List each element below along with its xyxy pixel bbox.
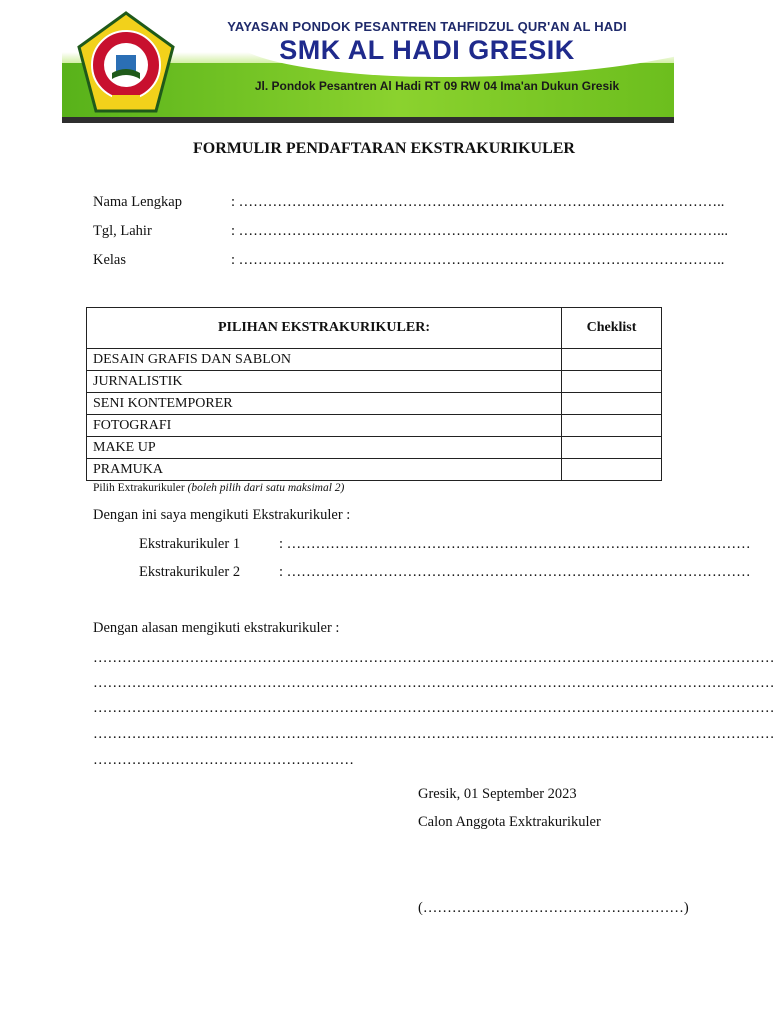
signature-place-date: Gresik, 01 September 2023	[418, 786, 577, 802]
checklist-cell[interactable]	[562, 437, 662, 459]
table-row	[87, 459, 662, 481]
reason-line-3[interactable]: ……………………………………………………………………………………………………………………………	[93, 700, 775, 716]
school-address: Jl. Pondok Pesantren Al Hadi RT 09 RW 04 Ima'an Dukun Gresik	[254, 79, 620, 93]
field-label-name: Nama Lengkap	[93, 194, 182, 210]
checklist-cell[interactable]	[562, 371, 662, 393]
letterhead-banner	[62, 5, 674, 123]
signature-name-line[interactable]: (………………………………………………)	[418, 900, 689, 916]
table-row	[87, 437, 662, 459]
table-cell-choice: PRAMUKA	[87, 459, 562, 481]
checklist-cell[interactable]	[562, 415, 662, 437]
selection-line-2[interactable]: : ……………………………………………………………………………………	[279, 564, 751, 580]
table-cell-choice: JURNALISTIK	[87, 371, 562, 393]
field-birthdate-line[interactable]: : ………………………………………………………………………………………...	[231, 223, 729, 239]
table-row	[87, 349, 662, 371]
table-note	[93, 482, 344, 494]
reason-line-5[interactable]: ………………………………………………	[93, 752, 354, 768]
selection-intro: Dengan ini saya mengikuti Ekstrakurikuler :	[93, 507, 351, 523]
table-cell-choice: MAKE UP	[87, 437, 562, 459]
table-row	[87, 371, 662, 393]
table-header-choice: PILIHAN EKSTRAKURIKULER:	[87, 308, 562, 349]
signature-role: Calon Anggota Exktrakurikuler	[418, 814, 601, 830]
field-name-line[interactable]: : ………………………………………………………………………………………..	[231, 194, 725, 210]
table-note-italic: (boleh pilih dari satu maksimal 2)	[187, 482, 345, 494]
table-note-plain: Pilih Extrakurikuler	[93, 482, 188, 494]
reason-intro: Dengan alasan mengikuti ekstrakurikuler :	[93, 620, 340, 636]
school-logo-icon	[76, 11, 176, 115]
table-row	[87, 393, 662, 415]
selection-label-2: Ekstrakurikuler 2	[139, 564, 241, 580]
table-header-checklist: Cheklist	[562, 308, 662, 349]
table-cell-choice: FOTOGRAFI	[87, 415, 562, 437]
field-class-line[interactable]: : ………………………………………………………………………………………..	[231, 252, 725, 268]
reason-line-4[interactable]: ……………………………………………………………………………………………………………………………	[93, 726, 775, 742]
selection-label-1: Ekstrakurikuler 1	[139, 536, 241, 552]
reason-line-1[interactable]: ……………………………………………………………………………………………………………………………	[93, 650, 775, 666]
banner-bottom-strip	[62, 117, 674, 123]
checklist-cell[interactable]	[562, 459, 662, 481]
checklist-cell[interactable]	[562, 349, 662, 371]
school-name: SMK AL HADI GRESIK	[279, 35, 575, 65]
field-label-birthdate: Tgl, Lahir	[93, 223, 152, 239]
field-label-class: Kelas	[93, 252, 127, 268]
form-title: FORMULIR PENDAFTARAN EKSTRAKURIKULER	[193, 140, 575, 157]
table-row	[87, 415, 662, 437]
table-header-row	[87, 308, 662, 349]
table-cell-choice: SENI KONTEMPORER	[87, 393, 562, 415]
checklist-cell[interactable]	[562, 393, 662, 415]
table-cell-choice: DESAIN GRAFIS DAN SABLON	[87, 349, 562, 371]
extracurricular-choice-table	[86, 307, 662, 481]
foundation-name: YAYASAN PONDOK PESANTREN TAHFIDZUL QUR'AN AL HADI	[227, 19, 627, 34]
selection-line-1[interactable]: : ……………………………………………………………………………………	[279, 536, 751, 552]
reason-line-2[interactable]: ……………………………………………………………………………………………………………………………	[93, 675, 775, 691]
